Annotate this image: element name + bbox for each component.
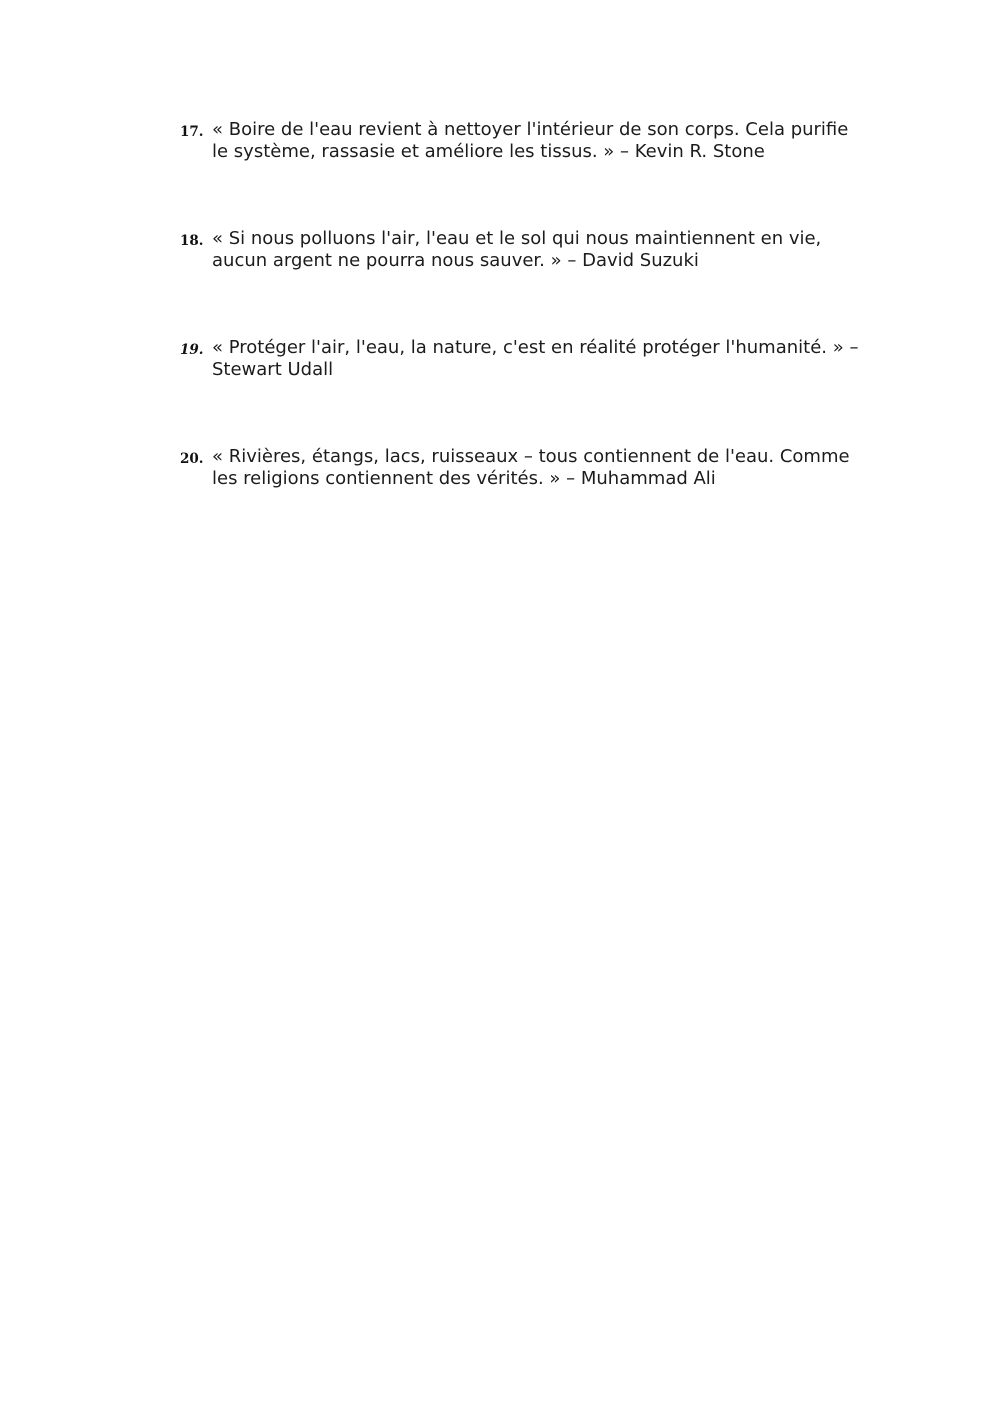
quote-text: « Boire de l'eau revient à nettoyer l'intérieur de son corps. Cela purifie le système, rassasie et améliore les tissus. » – Kevin R. Stone xyxy=(212,119,849,162)
quote-text: « Si nous polluons l'air, l'eau et le sol qui nous maintiennent en vie, aucun argent ne pourra nous sauver. » – David Suzuki xyxy=(212,228,822,271)
quote-number: 20. xyxy=(180,451,204,467)
list-item xyxy=(180,446,860,490)
quote-number: 19. xyxy=(180,342,204,358)
quote-text: « Protéger l'air, l'eau, la nature, c'est en réalité protéger l'humanité. » – Stewart Udall xyxy=(212,337,859,380)
quote-number: 18. xyxy=(180,233,204,249)
list-item xyxy=(180,228,860,272)
list-item xyxy=(180,337,860,381)
quote-number: 17. xyxy=(180,124,204,140)
quote-text: « Rivières, étangs, lacs, ruisseaux – tous contiennent de l'eau. Comme les religions contiennent des vérités. » – Muhammad Ali xyxy=(212,446,850,489)
list-item xyxy=(180,119,860,163)
quote-list xyxy=(180,119,860,555)
